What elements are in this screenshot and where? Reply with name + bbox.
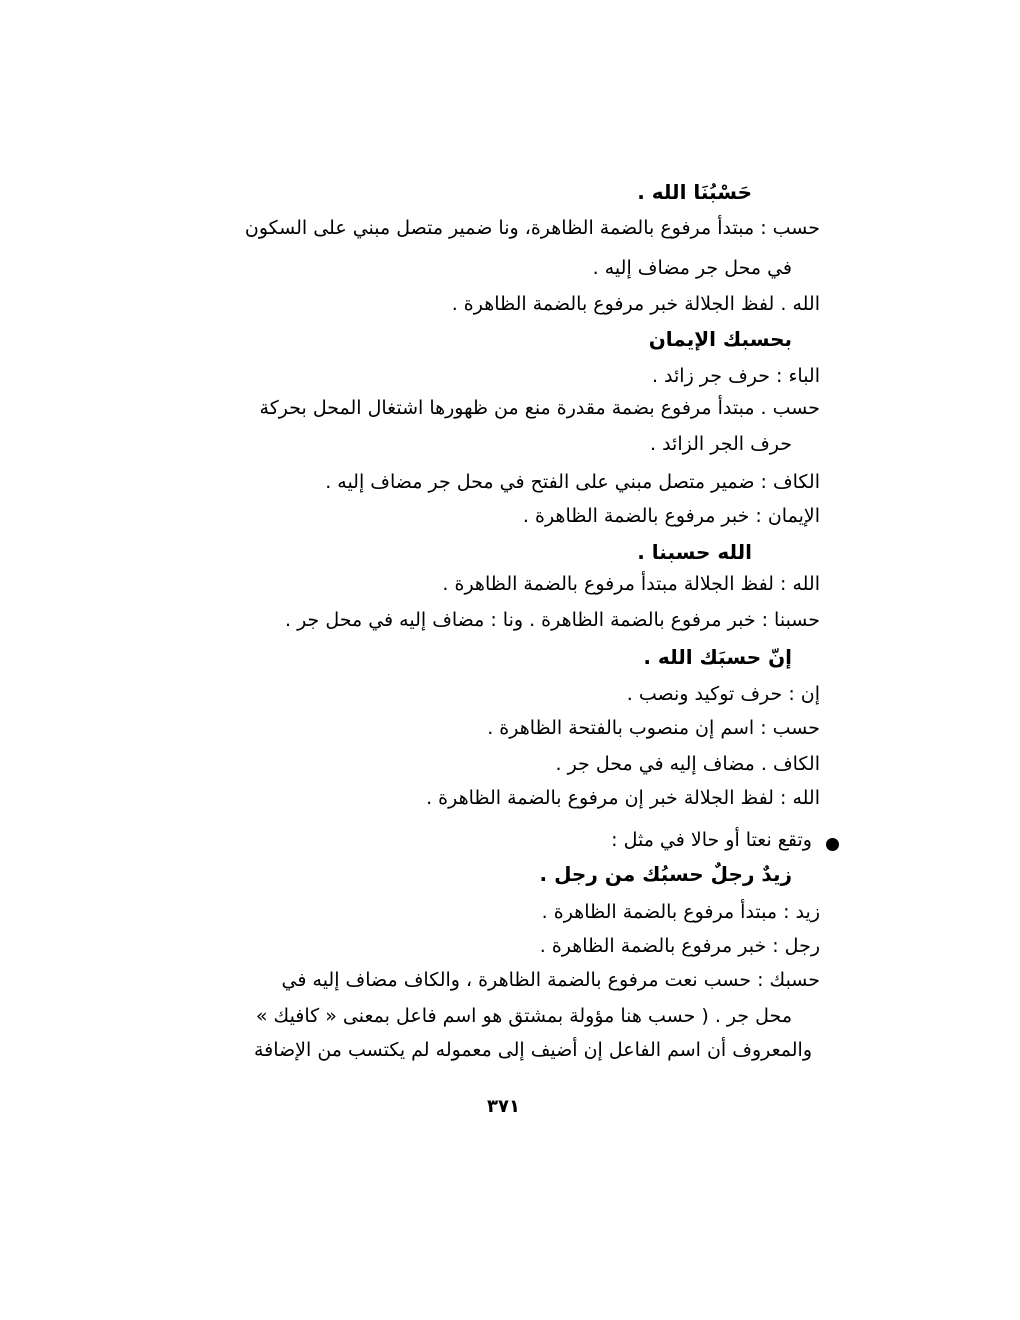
text-line: الباء : حرف جر زائد . [651,365,820,387]
page-number: ٣٧١ [487,1096,520,1117]
text-line: الكاف . مضاف إليه في محل جر . [555,753,820,775]
text-line: حسب . مبتدأ مرفوع بضمة مقدرة منع من ظهورها اشتغال المحل بحركة [259,397,820,419]
example-heading: زيدٌ رجلٌ حسبُك من رجل . [539,862,792,886]
bullet-icon [826,838,839,851]
text-line: حسب : مبتدأ مرفوع بالضمة الظاهرة، ونا ضمير متصل مبني على السكون [244,217,820,239]
text-line: والمعروف أن اسم الفاعل إن أضيف إلى معموله لم يكتسب من الإضافة [253,1039,812,1061]
text-line: الإيمان : خبر مرفوع بالضمة الظاهرة . [522,505,820,527]
text-line: رجل : خبر مرفوع بالضمة الظاهرة . [539,935,820,957]
example-heading: الله حسبنا . [637,540,752,564]
text-line: إن : حرف توكيد ونصب . [626,683,820,705]
text-line: حسبنا : خبر مرفوع بالضمة الظاهرة . ونا : مضاف إليه في محل جر . [284,609,820,631]
example-heading: إنّ حسبَك الله . [643,645,792,669]
text-line: في محل جر مضاف إليه . [592,257,792,279]
text-line: زيد : مبتدأ مرفوع بالضمة الظاهرة . [541,901,820,923]
text-line: وتقع نعتا أو حالا في مثل : [611,829,812,851]
text-line: محل جر . ( حسب هنا مؤولة بمشتق هو اسم فاعل بمعنى « كافيك » [255,1005,792,1027]
example-heading: حَسْبُنَا الله . [637,180,752,204]
text-line: الله : لفظ الجلالة مبتدأ مرفوع بالضمة الظاهرة . [442,573,820,595]
text-line: الله . لفظ الجلالة خبر مرفوع بالضمة الظاهرة . [451,293,820,315]
text-line: حرف الجر الزائد . [650,433,792,455]
text-line: الكاف : ضمير متصل مبني على الفتح في محل جر مضاف إليه . [325,471,820,493]
text-line: حسبك : حسب نعت مرفوع بالضمة الظاهرة ، والكاف مضاف إليه في [281,969,820,991]
text-line: الله : لفظ الجلالة خبر إن مرفوع بالضمة الظاهرة . [426,787,820,809]
example-heading: بحسبك الإيمان [648,327,792,351]
text-line: حسب : اسم إن منصوب بالفتحة الظاهرة . [487,717,820,739]
